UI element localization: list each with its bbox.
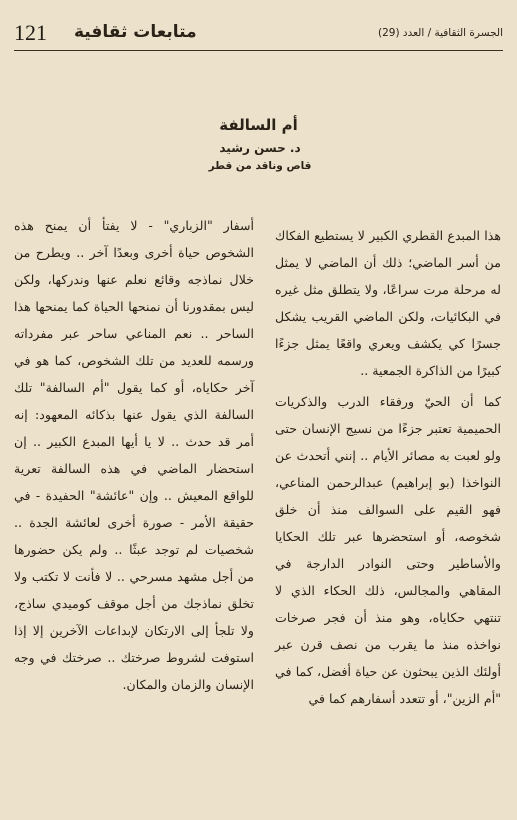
article-title: أم السالفة [219,116,298,134]
right-column [275,222,501,712]
page-header [14,18,503,48]
page-number: 121 [14,20,47,45]
author-role: قاص وناقد من قطر [208,160,312,172]
left-column [14,212,254,698]
left-paragraph-1: أسفار "الزباري" - لا يفتأ أن يمنح هذه الشخوص حياة أخرى وبعدًا آخر .. ويطرح من خلال نماذجه وقائع نعلم عنها وندركها، ولكن ليس بمقدورنا أن نمنحها الحياة كما يمنحها هذا الساحر .. نعم المناعي ساحر عبر مفرداته ورسمه للعديد من تلك الشخوص، كما هو في آخر حكاياه، أو كما يقول "أم السالفة" تلك السالفة الذي يقول عنها بذكائه المعهود: إنه أمر قد حدث .. لا يا أيها المبدع الكبير .. إن استحضار الماضي في هذه السالفة تعرية للواقع المعيش .. وإن "عائشة" الحفيدة - في حقيقة الأمر - صورة أخرى لعائشة الجدة .. شخصيات لم توجد عبثًا .. ولم يكن حضورها من أجل مشهد مسرحي .. لا فأنت لا تكتب ولا تخلق نماذجك من أجل موقف كوميدي ساذج، ولا تلجأ إلى الارتكان لإبداعات الآخرين إلا إذا استوفت لشروط صرختك .. صرختك في وجه الإنسان والزمان والمكان. [14,218,254,692]
journal-issue: الجسرة الثقافية / العدد (29) [377,27,503,39]
section-name: متابعات ثقافية [74,22,197,42]
right-paragraph-1: هذا المبدع القطري الكبير لا يستطيع الفكاك من أسر الماضي؛ ذلك أن الماضي لا يمثل له مرحلة مرت سراعًا، ولا يتطلق مثل غيره في البكائيات، ولكن الماضي القريب يشكل جسرًا كي يكشف ويعري واقعًا يمثل جزءًا كبيرًا من الذاكرة الجمعية .. [275,228,501,378]
right-paragraph-2: كما أن الحيّ ورفقاء الدرب والذكريات الحميمية تعتبر جزءًا من نسيج الإنسان حتى ولو لعبت به مصائر الأيام .. إنني أتحدث عن النواخذا (بو إبراهيم) عبدالرحمن المناعي، فهو القيم على السوالف منذ أن خلق شخوصه، أو استحضرها عبر تلك الحكايا والأساطير وحتى النوادر الدارجة في المقاهي والمجالس، ذلك الحكاء الذي لا تنتهي حكاياه، وهو منذ أن فجر صرخات نواخذه منذ ما يقرب من نصف قرن عبر أولئك الذين يبحثون عن حياة أفضل، كما في "أم الزين"، أو تتعدد أسفارهم كما في [275,394,501,706]
author-name: د. حسن رشيد [219,141,301,155]
header-divider [14,50,503,51]
author-block [200,139,320,175]
